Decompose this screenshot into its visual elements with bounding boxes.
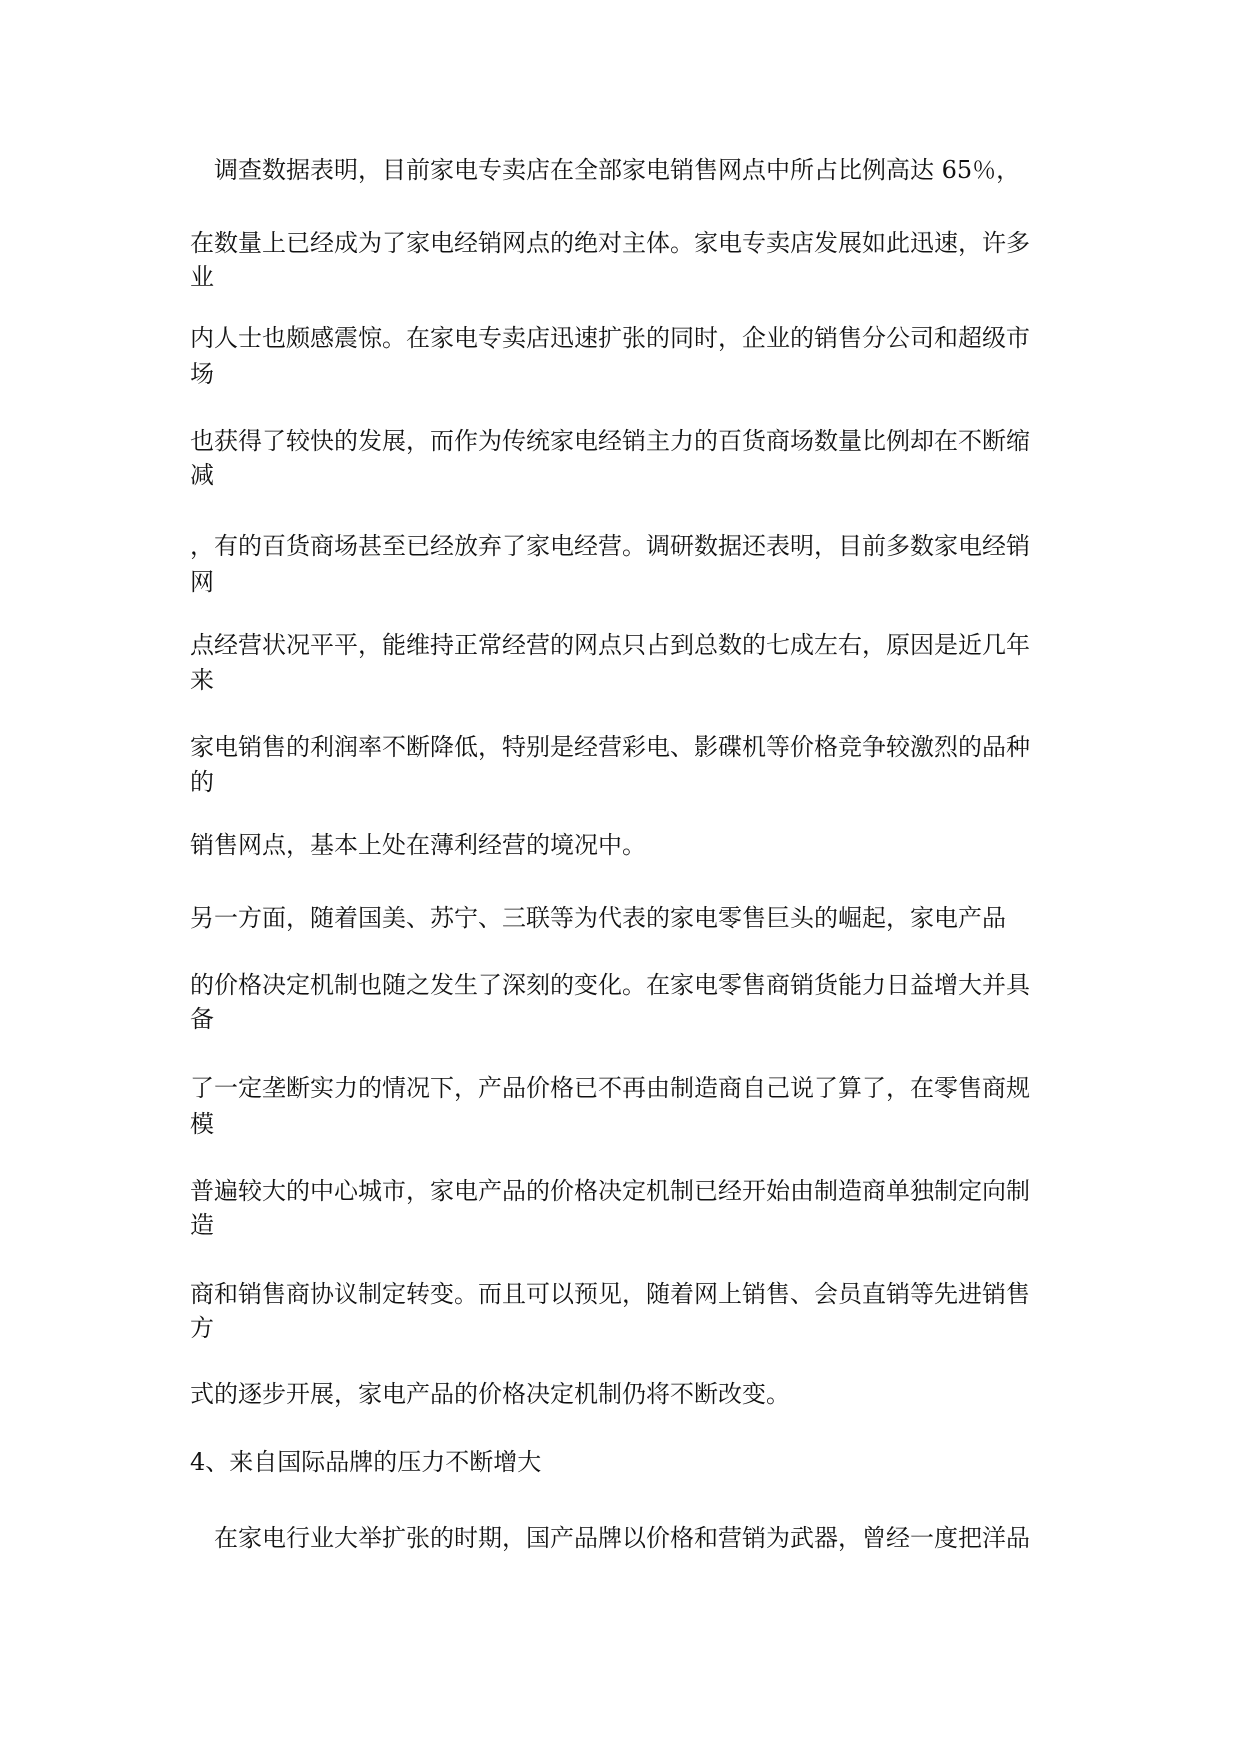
text-line: 也获得了较快的发展，而作为传统家电经销主力的百货商场数量比例却在不断缩	[190, 427, 1030, 455]
text-line: 网	[190, 568, 214, 596]
text-line: 备	[190, 1005, 214, 1033]
text-line: 的	[190, 768, 214, 796]
text-line: 调查数据表明，目前家电专卖店在全部家电销售网点中所占比例高达 65％，	[214, 156, 1021, 184]
text-line: 在家电行业大举扩张的时期，国产品牌以价格和营销为武器，曾经一度把洋品	[214, 1524, 1030, 1552]
text-line: 普遍较大的中心城市，家电产品的价格决定机制已经开始由制造商单独制定向制	[190, 1177, 1030, 1205]
text-line: 家电销售的利润率不断降低，特别是经营彩电、影碟机等价格竞争较激烈的品种	[190, 733, 1030, 761]
text-line: 销售网点，基本上处在薄利经营的境况中。	[190, 831, 646, 859]
text-line: 内人士也颇感震惊。在家电专卖店迅速扩张的同时，企业的销售分公司和超级市	[190, 324, 1030, 352]
text-line: 来	[190, 666, 214, 694]
text-line: 在数量上已经成为了家电经销网点的绝对主体。家电专卖店发展如此迅速，许多	[190, 229, 1030, 257]
text-line: 商和销售商协议制定转变。而且可以预见，随着网上销售、会员直销等先进销售	[190, 1280, 1030, 1308]
text-line: 的价格决定机制也随之发生了深刻的变化。在家电零售商销货能力日益增大并具	[190, 971, 1030, 999]
text-line: 了一定垄断实力的情况下，产品价格已不再由制造商自己说了算了，在零售商规	[190, 1074, 1030, 1102]
text-line: 模	[190, 1110, 214, 1138]
text-line: 造	[190, 1211, 214, 1239]
text-line: 方	[190, 1314, 214, 1342]
text-line: 场	[190, 360, 214, 388]
text-line: 式的逐步开展，家电产品的价格决定机制仍将不断改变。	[190, 1380, 790, 1408]
text-line: 另一方面，随着国美、苏宁、三联等为代表的家电零售巨头的崛起，家电产品	[190, 904, 1006, 932]
text-line: ，有的百货商场甚至已经放弃了家电经营。调研数据还表明，目前多数家电经销	[190, 532, 1030, 560]
text-line: 业	[190, 263, 214, 291]
section-heading: 4、来自国际品牌的压力不断增大	[190, 1448, 542, 1476]
text-line: 减	[190, 461, 214, 489]
text-line: 点经营状况平平，能维持正常经营的网点只占到总数的七成左右，原因是近几年	[190, 631, 1030, 659]
